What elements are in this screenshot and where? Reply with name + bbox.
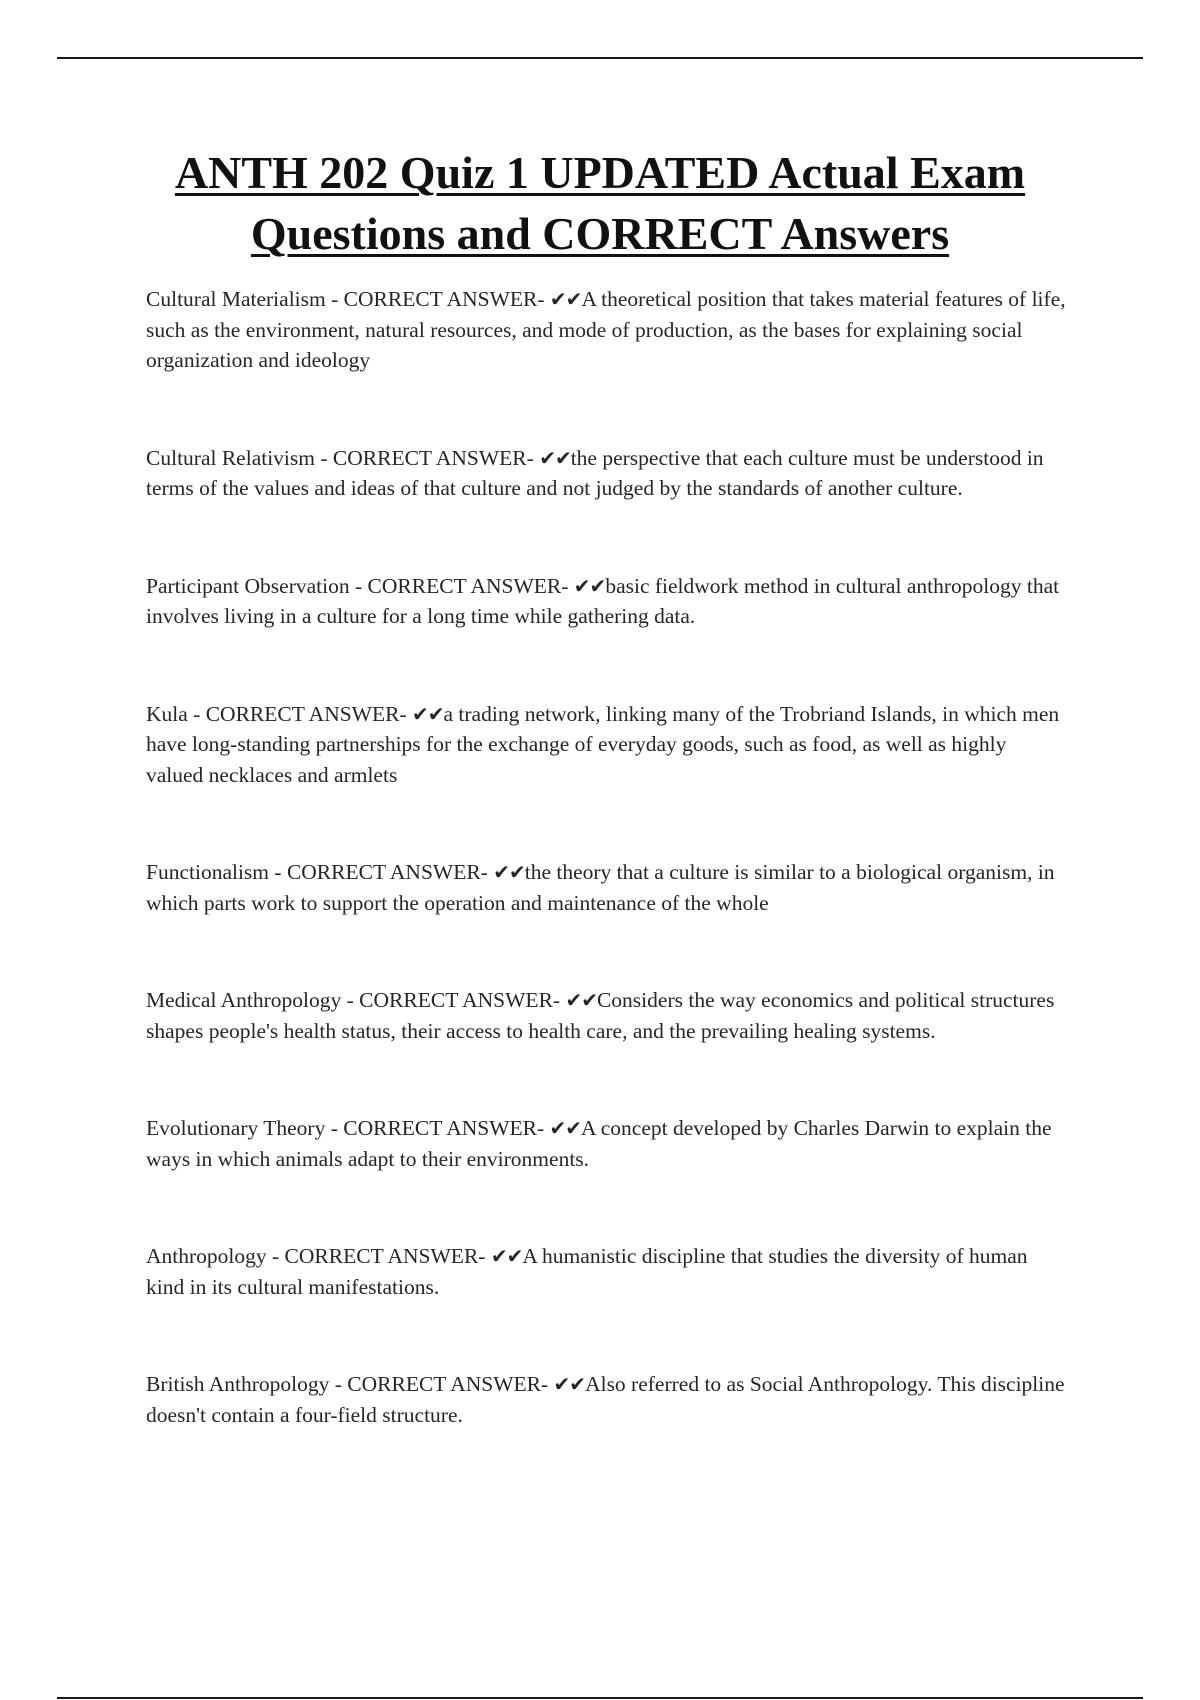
entry-term: British Anthropology bbox=[146, 1372, 330, 1396]
entry-separator: - CORRECT ANSWER- bbox=[269, 860, 494, 884]
entry-answer: A concept developed by Charles Darwin to explain the ways in which animals adapt to their environments. bbox=[146, 1116, 1052, 1171]
entry-term: Medical Anthropology bbox=[146, 988, 342, 1012]
bottom-rule bbox=[57, 1697, 1143, 1699]
entry-answer: a trading network, linking many of the Trobriand Islands, in which men have long-standing partnerships for the exchange of everyday goods, such as food, as well as highly valued necklaces and armlets bbox=[146, 701, 1060, 787]
entry-term: Cultural Relativism bbox=[146, 445, 315, 470]
check-marks-icon: ✔✔ bbox=[573, 573, 606, 598]
entry-separator: - CORRECT ANSWER- bbox=[341, 988, 566, 1012]
entry-separator: - CORRECT ANSWER- bbox=[329, 1372, 554, 1396]
entry-term: Cultural Materialism bbox=[146, 287, 326, 311]
entry-separator: - CORRECT ANSWER- bbox=[266, 1244, 491, 1268]
qa-entry bbox=[146, 1241, 1066, 1302]
entry-answer: A theoretical position that takes material features of life, such as the environment, natural resources, and mode of production, as the bases for explaining social organization and ideology bbox=[146, 287, 1066, 372]
check-marks-icon: ✔✔ bbox=[493, 860, 525, 884]
entry-separator: - CORRECT ANSWER- bbox=[187, 701, 412, 726]
qa-entry bbox=[146, 699, 1066, 791]
qa-entry bbox=[146, 985, 1066, 1046]
entry-answer: Considers the way economics and political structures shapes people's health status, their access to health care, and the prevailing healing systems. bbox=[146, 988, 1055, 1043]
entry-term: Kula bbox=[146, 701, 188, 726]
entry-term: Functionalism bbox=[146, 860, 270, 884]
entry-answer: A humanistic discipline that studies the diversity of human kind in its cultural manifestations. bbox=[146, 1244, 1028, 1299]
entry-answer: Also referred to as Social Anthropology. This discipline doesn't contain a four-field structure. bbox=[146, 1372, 1065, 1427]
entry-term: Anthropology bbox=[146, 1244, 267, 1268]
entry-separator: - CORRECT ANSWER- bbox=[315, 445, 540, 470]
document-title: ANTH 202 Quiz 1 UPDATED Actual Exam Questions and CORRECT Answers bbox=[174, 147, 1026, 259]
entry-separator: - CORRECT ANSWER- bbox=[349, 573, 574, 598]
entry-answer: the perspective that each culture must be understood in terms of the values and ideas of that culture and not judged by the standards of another culture. bbox=[146, 445, 1044, 500]
entry-answer: the theory that a culture is similar to a biological organism, in which parts work to support the operation and maintenance of the whole bbox=[146, 860, 1055, 915]
entry-term: Evolutionary Theory bbox=[146, 1116, 326, 1140]
check-marks-icon: ✔✔ bbox=[553, 1372, 586, 1396]
top-rule bbox=[57, 57, 1143, 59]
qa-entry bbox=[146, 857, 1066, 918]
check-marks-icon: ✔✔ bbox=[549, 287, 582, 311]
qa-entry bbox=[146, 284, 1066, 376]
entry-answer: basic fieldwork method in cultural anthropology that involves living in a culture for a long time while gathering data. bbox=[146, 573, 1060, 628]
check-marks-icon: ✔✔ bbox=[565, 988, 597, 1012]
entry-separator: - CORRECT ANSWER- bbox=[325, 287, 550, 311]
entry-term: Participant Observation bbox=[146, 573, 350, 598]
qa-entry bbox=[146, 1369, 1066, 1430]
check-marks-icon: ✔✔ bbox=[539, 445, 571, 470]
check-marks-icon: ✔✔ bbox=[549, 1116, 582, 1140]
qa-entry bbox=[146, 1113, 1066, 1174]
check-marks-icon: ✔✔ bbox=[411, 701, 444, 726]
check-marks-icon: ✔✔ bbox=[490, 1244, 523, 1268]
qa-entry bbox=[146, 443, 1066, 504]
entry-separator: - CORRECT ANSWER- bbox=[325, 1116, 550, 1140]
qa-entry bbox=[146, 571, 1066, 632]
qa-list bbox=[146, 284, 1066, 1497]
